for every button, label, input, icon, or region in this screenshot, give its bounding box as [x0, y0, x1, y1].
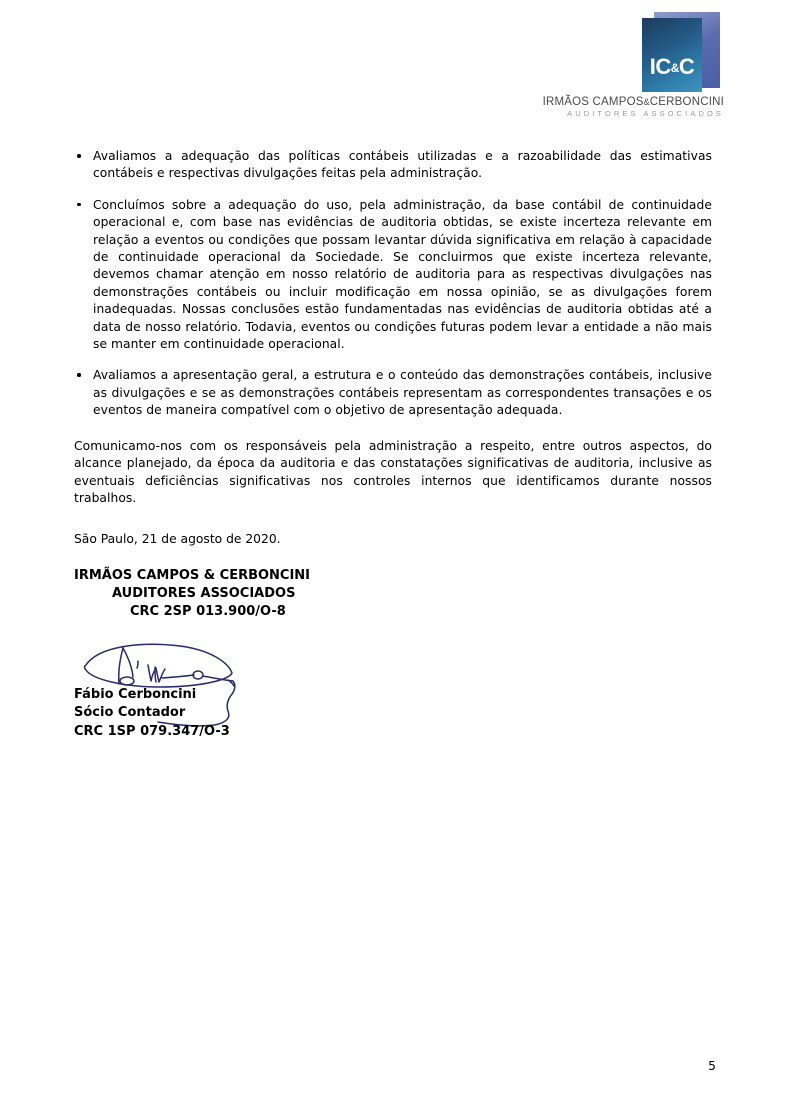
bullet-text: Concluímos sobre a adequação do uso, pela administração, da base contábil de continuidade operacional e, com base nas evidências de auditoria obtidas, se existe incerteza relevante em relação a eventos ou condições que possam levantar dúvida significativa em relação à capacidade de continuidade operacional da Sociedade. Se concluirmos que existe incerteza relevante, devemos chamar atenção em nosso relatório de auditoria para as respectivas divulgações nas demonstrações contábeis ou incluir modificação em nossa opinião, se as divulgações forem inadequadas. Nossas conclusões estão fundamentadas nas evidências de auditoria obtidas até a data de nosso relatório. Todavia, eventos ou condições futuras podem levar a entidade a não mais se manter em continuidade operacional. — [93, 197, 712, 352]
logo-company-name — [540, 96, 724, 108]
logo-mark-icon — [642, 12, 720, 92]
logo-tagline: AUDITORES ASSOCIADOS — [567, 109, 724, 118]
signer-details — [74, 686, 230, 742]
logo-monogram-amp: & — [670, 61, 679, 75]
firm-name: IRMÃOS CAMPOS & CERBONCINI — [74, 567, 311, 583]
page-number: 5 — [708, 1059, 716, 1073]
signer-name: Fábio Cerboncini — [74, 686, 197, 702]
bullet-dot-icon — [77, 154, 81, 158]
closing-paragraph: Comunicamo-nos com os responsáveis pela administração a respeito, entre outros aspectos, do alcance planejado, da época da auditoria e das constatações significativas de auditoria, inclusive as eventuais deficiências significativas nos controles internos que identificamos durante nossos trabalhos. — [74, 438, 712, 505]
document-body — [74, 148, 712, 739]
signature-zone — [74, 637, 712, 739]
bullet-dot-icon — [77, 203, 81, 207]
company-logo — [540, 12, 724, 118]
bullet-dot-icon — [77, 373, 81, 377]
bullet-text: Avaliamos a apresentação geral, a estrutura e o conteúdo das demonstrações contábeis, inclusive as divulgações e se as demonstrações contábeis representam as correspondentes transações e os eventos de maneira compatível com o objetivo de apresentação adequada. — [93, 368, 712, 418]
logo-company-name-amp: & — [643, 97, 650, 107]
logo-monogram-right: C — [678, 54, 695, 79]
firm-signature-block — [74, 567, 712, 621]
signer-role: Sócio Contador — [74, 705, 186, 721]
firm-type: AUDITORES ASSOCIADOS — [112, 585, 296, 601]
bullet-text: Avaliamos a adequação das políticas contábeis utilizadas e a razoabilidade das estimativas contábeis e respectivas divulgações feitas pela administração. — [93, 149, 712, 181]
logo-monogram-left: IC — [649, 54, 671, 79]
signer-crc: CRC 1SP 079.347/O-3 — [74, 723, 230, 739]
date-line: São Paulo, 21 de agosto de 2020. — [74, 532, 281, 547]
logo-monogram — [642, 56, 702, 78]
logo-company-name-right: CERBONCINI — [649, 96, 724, 108]
bullet-item — [74, 367, 712, 419]
bullet-item — [74, 148, 712, 183]
bullet-item — [74, 197, 712, 354]
logo-company-name-left: IRMÃOS CAMPOS — [542, 96, 644, 108]
firm-crc: CRC 2SP 013.900/O-8 — [130, 603, 286, 619]
